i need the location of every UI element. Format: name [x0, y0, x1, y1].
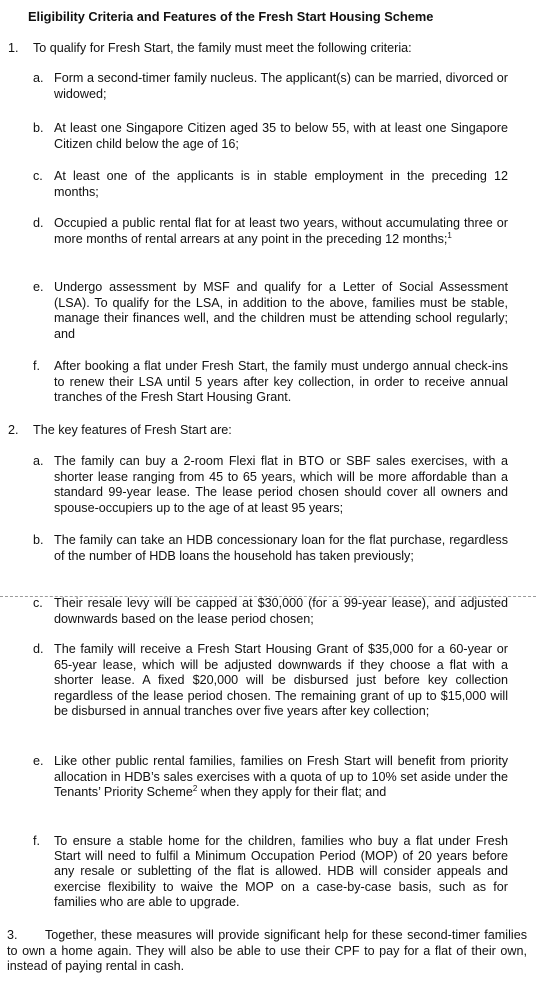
item-label: a.: [33, 71, 44, 85]
item-text: The family can take an HDB concessionary loan for the flat purchase, regardless of the number of HDB loans the household has taken previously;: [54, 533, 508, 563]
criteria-item-e: [33, 280, 508, 342]
item-text: At least one Singapore Citizen aged 35 to below 55, with at least one Singapore Citizen child below the age of 16;: [54, 121, 508, 151]
feature-item-b: [33, 533, 508, 564]
criteria-item-f: [33, 359, 508, 406]
feature-item-a: [33, 454, 508, 516]
footnote-marker: 1: [447, 230, 452, 240]
item-label: b.: [33, 533, 44, 547]
section-2-number: 2.: [8, 423, 19, 437]
item-label: f.: [33, 834, 40, 848]
item-text-tail: when they apply for their flat; and: [197, 785, 387, 800]
item-label: b.: [33, 121, 44, 135]
feature-item-e: [33, 754, 508, 801]
item-text: After booking a flat under Fresh Start, the family must undergo annual check-ins to renew their LSA until 5 years after key collection, in order to receive annual tranches of the Fresh Start Housing Grant.: [54, 359, 508, 405]
item-label: c.: [33, 169, 43, 183]
item-text: The family can buy a 2-room Flexi flat in BTO or SBF sales exercises, with a shorter lease ranging from 45 to 65 years, which will be more affordable than a standard 99-year lease. The lease period chosen should cover all owners and spouse-occupiers up to the age of at least 95 years;: [54, 454, 508, 515]
item-text: Undergo assessment by MSF and qualify for a Letter of Social Assessment (LSA). To qualify for the LSA, in addition to the above, families must be stable, manage their finances well, and the children must be attending school regularly; and: [54, 280, 508, 341]
section-3-paragraph: [7, 928, 527, 975]
document-title: Eligibility Criteria and Features of the Fresh Start Housing Scheme: [28, 9, 434, 24]
item-label: c.: [33, 596, 43, 610]
item-label: a.: [33, 454, 44, 468]
feature-item-f: [33, 834, 508, 910]
item-text-body: Occupied a public rental flat for at least two years, without accumulating three or more months of rental arrears at any point in the preceding 12 months;: [54, 216, 508, 246]
item-label: d.: [33, 642, 44, 656]
footnote-marker: 2: [192, 784, 198, 794]
section-3-text: Together, these measures will provide significant help for these second-timer families to own a home again. They will also be able to use their CPF to pay for a flat of their own, instead of paying rental in cash.: [7, 928, 527, 974]
section-1-number: 1.: [8, 41, 19, 55]
feature-item-d: [33, 642, 508, 720]
item-text: Form a second-timer family nucleus. The applicant(s) can be married, divorced or widowed;: [54, 71, 508, 101]
item-label: e.: [33, 280, 44, 294]
item-text: Their resale levy will be capped at $30,000 (for a 99-year lease), and adjusted downwards based on the lease period chosen;: [54, 596, 508, 626]
item-text: [54, 754, 508, 801]
item-text: [54, 216, 508, 247]
item-label: d.: [33, 216, 44, 230]
item-label: e.: [33, 754, 44, 768]
section-3-number: 3.: [7, 928, 18, 942]
item-text: At least one of the applicants is in stable employment in the preceding 12 months;: [54, 169, 508, 199]
criteria-item-b: [33, 121, 508, 152]
item-text: The family will receive a Fresh Start Housing Grant of $35,000 for a 60-year or 65-year lease, which will be adjusted downwards if they choose a flat with a shorter lease. A fixed $20,000 will be disbursed just before key collection regardless of the lease period chosen. The remaining grant of up to $15,000 will be disbursed in annual tranches over five years after key collection;: [54, 642, 508, 719]
feature-item-c: [33, 596, 508, 627]
section-2-lead: The key features of Fresh Start are:: [33, 423, 232, 437]
criteria-item-d: [33, 216, 508, 247]
criteria-item-a: [33, 71, 508, 102]
item-label: f.: [33, 359, 40, 373]
criteria-item-c: [33, 169, 508, 200]
item-text-body: Like other public rental families, families on Fresh Start will benefit from priority allocation in HDB’s sales exercises with a quota of up to 10% set aside under the Tenants’ Priority Scheme: [54, 754, 508, 800]
section-1-lead: To qualify for Fresh Start, the family must meet the following criteria:: [33, 41, 412, 55]
item-text: To ensure a stable home for the children, families who buy a flat under Fresh Start will need to fulfil a Minimum Occupation Period (MOP) of 20 years before any resale or subletting of the flat is allowed. HDB will consider appeals and exercise flexibility to waive the MOP on a case-by-case basis, such as for families who are able to upgrade.: [54, 834, 508, 909]
